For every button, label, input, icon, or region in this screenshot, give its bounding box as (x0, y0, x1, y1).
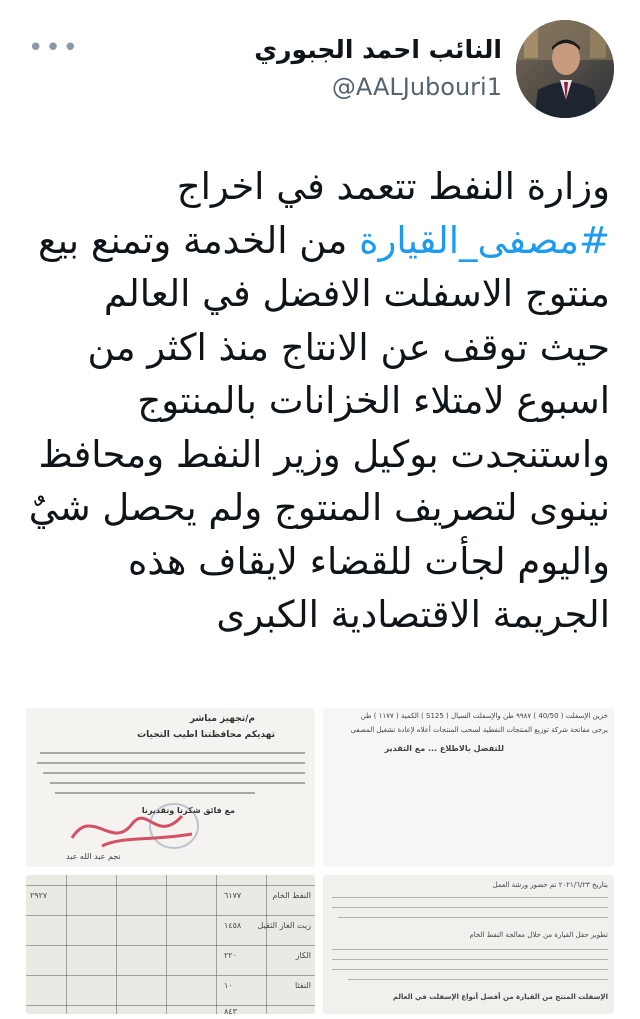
tweet-line-text: من الخدمة وتمنع بيع (37, 218, 360, 262)
tweet-line: واليوم لجأت للقضاء لايقاف هذه (128, 539, 610, 583)
tweet-header (0, 18, 640, 128)
doc-title: م/تجهيز مباشر (189, 714, 255, 724)
table-grid-line (26, 945, 315, 946)
doc-text-line (55, 792, 255, 794)
table-cell-value: ٨٤٣ (224, 1007, 237, 1014)
media-image-memo[interactable] (323, 708, 614, 867)
doc-line-2: تطوير حقل القيارة من خلال معالجة النفط الخام (469, 931, 608, 939)
avatar[interactable] (516, 20, 614, 118)
tweet-line: حيث توقف عن الانتاج منذ اكثر من (87, 325, 610, 369)
doc-text-line (40, 752, 305, 754)
table-grid-line (216, 875, 217, 1014)
table-row-label: النفثا (295, 981, 311, 990)
table-grid-line (26, 885, 315, 886)
tweet-line: وزارة النفط تتعمد في اخراج (176, 165, 610, 208)
hashtag-link[interactable]: #مصفى_القيارة (359, 218, 610, 262)
doc-signature-name: نجم عبد الله عبد (66, 852, 121, 861)
doc-text-line (332, 897, 608, 898)
table-grid-line (26, 915, 315, 916)
tweet-text (20, 160, 610, 642)
table-grid-line (116, 875, 117, 1014)
tweet-line: نينوى لتصريف المنتوج ولم يحصل شيٌ (28, 486, 610, 529)
table-cell-value: ٢٩٢٧ (30, 891, 48, 900)
doc-line-3: الإسفلت المنتج من القيارة من أفضل أنواع الإسفلت في العالم (392, 993, 608, 1001)
author-display-name[interactable]: النائب احمد الجبوري (254, 35, 502, 64)
doc-line-1: بتاريخ ٢٠٢١/٦/٢٣ تم حضور ورشة العمل (492, 881, 608, 889)
doc-line-2: يرجى مفاتحة شركة توزيع المنتجات النفطية لسحب المنتجات أعلاه لإعادة تشغيل المصفى (350, 726, 608, 734)
signature-icon (62, 796, 202, 858)
table-grid-line (26, 1005, 315, 1006)
doc-text-line (332, 969, 608, 970)
table-grid-line (26, 975, 315, 976)
author-name-block[interactable] (254, 34, 502, 104)
table-row-label: زيت الغاز الثقيل (257, 921, 311, 930)
doc-line-3: للتفضل بالاطلاع ... مع التقدير (384, 744, 504, 753)
doc-text-line (348, 979, 608, 980)
table-cell-value: ١٤٥٨ (224, 921, 242, 930)
tweet-line: واستنجدت بوكيل وزير النفط ومحافظ (38, 432, 610, 476)
media-image-report[interactable] (323, 875, 614, 1014)
doc-line-1: خزين الإسفلت ( 40/50 ) ٩٩٨٧ طن والإسفلت السيال ( S125 ) الكمية ( ١١٧٧ ) طن (360, 712, 608, 720)
table-grid-line (66, 875, 67, 1014)
table-grid-line (266, 875, 267, 1014)
table-row-label: الكاز (295, 951, 311, 960)
media-image-letter[interactable] (26, 708, 315, 867)
media-image-table[interactable] (26, 875, 315, 1014)
doc-subtitle: تهديكم محافظتنا اطيب التحيات (137, 730, 275, 740)
tweet-line: اسبوع لامتلاء الخزانات بالمنتوج (137, 379, 610, 422)
doc-text-line (37, 762, 305, 764)
media-grid (26, 708, 614, 1014)
doc-text-line (332, 959, 608, 960)
table-grid-line (166, 875, 167, 1014)
tweet-line: منتوج الاسفلت الافضل في العالم (103, 272, 610, 315)
table-cell-value: ١٠ (224, 981, 233, 990)
doc-text-line (43, 772, 305, 774)
doc-text-line (332, 949, 608, 950)
more-options-icon[interactable]: ••• (28, 33, 81, 63)
doc-text-line (332, 907, 608, 908)
doc-closing: مع فائق شكرنا وتقديرنا (141, 806, 235, 815)
doc-text-line (50, 782, 305, 784)
table-cell-value: ٢٢٠ (224, 951, 237, 960)
tweet-line (20, 214, 610, 268)
user-avatar-photo-icon (516, 20, 614, 118)
author-handle[interactable]: @AALJubouri1 (331, 73, 502, 101)
doc-text-line (338, 917, 608, 918)
table-row-label: النفط الخام (272, 891, 311, 900)
tweet-line: الجريمة الاقتصادية الكبرى (216, 593, 610, 636)
table-cell-value: ٦١٧٧ (224, 891, 242, 900)
